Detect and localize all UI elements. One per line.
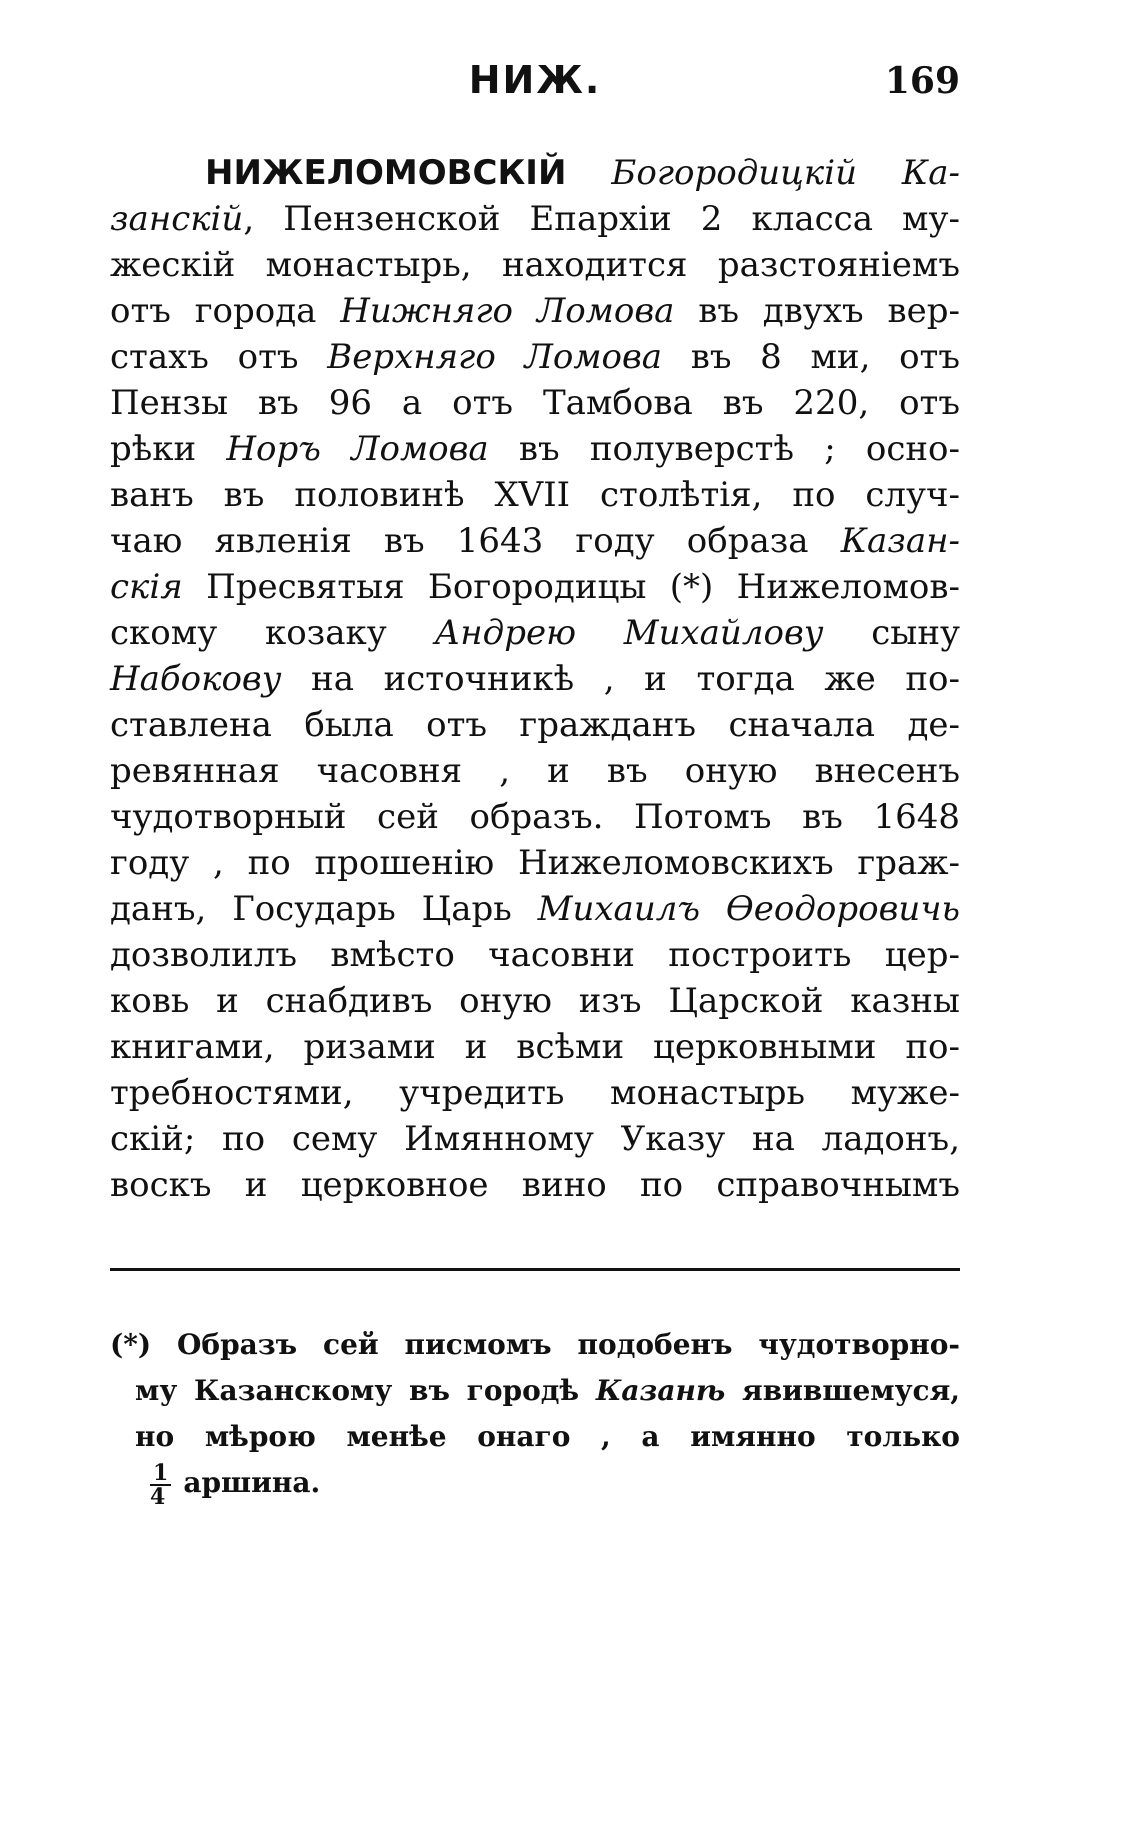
text-line — [110, 564, 960, 610]
text-fragment: стахъ отъ — [110, 337, 328, 377]
text-line — [110, 610, 960, 656]
text-fragment: сыну — [823, 613, 960, 653]
footnote — [110, 1322, 961, 1510]
text-fragment: Казан- — [840, 521, 960, 561]
article-headword: НИЖЕЛОМОВСКІЙ — [205, 153, 567, 193]
article-first-line — [110, 150, 960, 196]
fraction-numerator: 1 — [150, 1462, 171, 1486]
text-fragment: Набокову — [110, 659, 282, 699]
text-fragment: Нижняго Ломова — [340, 291, 675, 331]
text-line — [110, 1414, 960, 1460]
text-fragment: книгами, ризами и всѣми церковными по- — [110, 1027, 960, 1067]
text-fragment: ревянная часовня , и въ оную внесенъ — [110, 751, 960, 791]
text-fragment: Богородицкій Ка- — [611, 153, 960, 193]
text-fragment: ковь и снабдивъ оную изъ Царской казны — [110, 981, 960, 1021]
text-fragment: чудотворный сей образъ. Потомъ въ 1648 — [110, 797, 960, 837]
page-number: 169 — [884, 60, 960, 102]
running-head — [110, 58, 960, 108]
text-line — [110, 748, 960, 794]
text-fragment: въ 8 ми, отъ — [662, 337, 960, 377]
text-fragment: , Пензенской Епархіи 2 класса му- — [243, 199, 960, 239]
text-line — [110, 1070, 960, 1116]
footnote-last-word: аршина. — [183, 1466, 321, 1499]
text-fragment: Норъ Ломова — [226, 429, 489, 469]
text-fragment: отъ города — [110, 291, 341, 331]
text-line — [110, 1322, 960, 1368]
text-fragment: явившемуся, — [725, 1374, 961, 1407]
text-fragment: ванъ въ половинѣ XVII столѣтія, по случ- — [110, 475, 960, 515]
text-line — [110, 242, 960, 288]
text-line — [110, 380, 960, 426]
text-fragment: (*) Образъ сей писмомъ подобенъ чудотворно- — [110, 1328, 960, 1361]
text-fragment: занскій — [110, 199, 244, 239]
text-fragment: Пресвятыя Богородицы (*) Нижеломов- — [182, 567, 960, 607]
text-fragment: въ полуверстѣ ; осно- — [488, 429, 960, 469]
text-line — [110, 288, 960, 334]
text-line — [110, 978, 960, 1024]
fraction-quarter — [150, 1459, 171, 1510]
text-fragment: Казанѣ — [595, 1374, 726, 1407]
text-line — [110, 334, 960, 380]
text-fragment: Верхняго Ломова — [327, 337, 663, 377]
text-line — [110, 932, 960, 978]
text-line — [110, 196, 960, 242]
text-fragment: Пензы въ 96 а отъ Тамбова въ 220, отъ — [110, 383, 960, 423]
text-fragment: скому козаку — [110, 613, 435, 653]
text-line — [110, 886, 960, 932]
fraction-denominator: 4 — [150, 1483, 166, 1510]
text-line — [110, 1162, 960, 1208]
text-fragment: жескій монастырь, находится разстояніемъ — [110, 245, 960, 285]
text-line — [110, 1368, 960, 1414]
text-fragment: воскъ и церковное вино по справочнымъ — [110, 1165, 960, 1205]
text-line — [110, 702, 960, 748]
text-fragment: ставлена была отъ гражданъ сначала де- — [110, 705, 960, 745]
text-fragment: скія — [110, 567, 183, 607]
text-fragment: Андрею Михайлову — [434, 613, 824, 653]
text-line — [110, 656, 960, 702]
text-fragment: скій; по сему Имянному Указу на ладонъ, — [110, 1119, 960, 1159]
footnote-divider — [110, 1268, 960, 1271]
running-title: НИЖ. — [468, 58, 602, 102]
text-line — [110, 794, 960, 840]
text-fragment: дозволилъ вмѣсто часовни построить цер- — [110, 935, 960, 975]
text-fragment: чаю явленія въ 1643 году образа — [110, 521, 841, 561]
text-line — [110, 1024, 960, 1070]
text-fragment: рѣки — [110, 429, 227, 469]
text-fragment: но мѣрою менѣе онаго , а имянно только — [135, 1420, 960, 1453]
text-fragment: требностями, учредить монастырь муже- — [110, 1073, 960, 1113]
text-fragment: му Казанскому въ городѣ — [135, 1374, 596, 1407]
text-line — [110, 1116, 960, 1162]
text-fragment: Михаилъ Ѳеодоровичь — [537, 889, 960, 929]
text-fragment: въ двухъ вер- — [674, 291, 961, 331]
text-line — [110, 840, 960, 886]
text-fragment: году , по прошенію Нижеломовскихъ граж- — [110, 843, 960, 883]
text-line — [110, 472, 960, 518]
text-fragment: на источникѣ , и тогда же по- — [281, 659, 960, 699]
footnote-last-line — [110, 1459, 960, 1510]
text-line — [110, 518, 960, 564]
text-fragment: данъ, Государь Царь — [110, 889, 538, 929]
article-body — [110, 150, 960, 1208]
text-line — [110, 426, 960, 472]
